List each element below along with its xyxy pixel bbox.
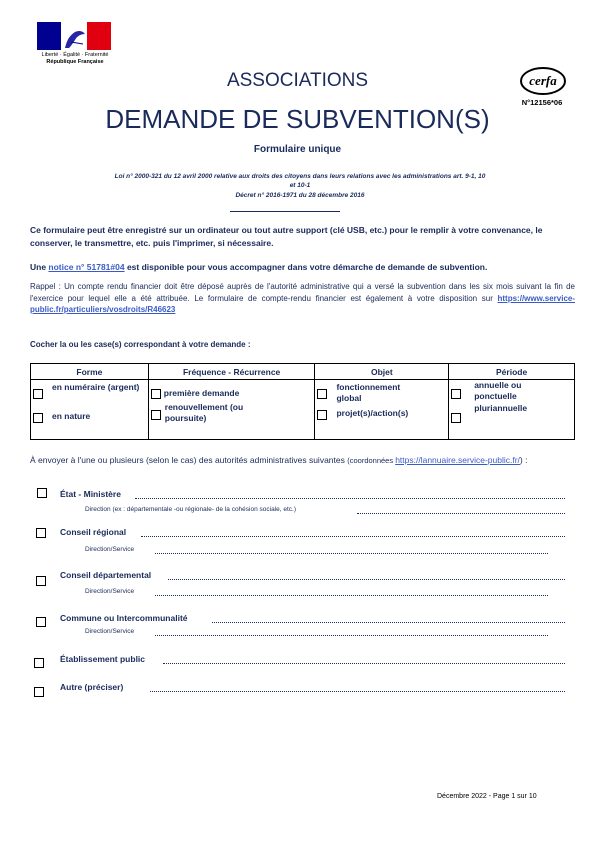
field-commune[interactable] — [212, 615, 565, 623]
option-renouvellement: renouvellement (ou poursuite) — [164, 402, 244, 423]
checkbox-etat[interactable] — [37, 488, 47, 498]
coord-prefix: (coordonnées — [347, 456, 396, 465]
marianne-logo — [37, 22, 113, 68]
label-etat: État - Ministère — [60, 489, 121, 499]
decree-reference: Décret n° 2016-1971 du 28 décembre 2016 — [235, 192, 365, 199]
field-conseil-departemental[interactable] — [168, 572, 565, 580]
field-conseil-regional[interactable] — [141, 529, 565, 537]
checkbox-conseil-departemental[interactable] — [36, 576, 46, 586]
field-regional-direction[interactable] — [155, 546, 548, 554]
checkbox-autre[interactable] — [34, 687, 44, 697]
checkbox-nature[interactable] — [33, 413, 43, 423]
label-conseil-regional: Conseil régional — [60, 527, 127, 537]
cell-periode — [449, 380, 575, 440]
french-flag-icon — [37, 22, 111, 50]
header-forme: Forme — [31, 364, 149, 380]
option-annuelle: annuelle ou ponctuelle — [474, 380, 522, 401]
label-etat-direction: Direction (ex : départementale -ou régionale- de la cohésion sociale, etc.) — [85, 506, 297, 513]
notice-prefix: Une — [30, 262, 49, 272]
divider — [230, 211, 340, 212]
checkbox-commune[interactable] — [36, 617, 46, 627]
send-text: À envoyer à l'une ou plusieurs (selon le cas) des autorités administratives suivantes — [30, 455, 348, 465]
cerfa-logo-text: cerfa — [529, 73, 557, 88]
checkbox-premiere-demande[interactable] — [151, 389, 161, 399]
option-fonctionnement: fonctionnement global — [336, 382, 401, 403]
field-etablissement-public[interactable] — [163, 656, 565, 664]
checkbox-conseil-regional[interactable] — [36, 528, 46, 538]
option-projets: projet(s)/action(s) — [336, 408, 409, 418]
header-objet: Objet — [315, 364, 449, 380]
selection-instruction: Cocher la ou les case(s) correspondant à votre demande : — [30, 340, 251, 349]
cell-frequence — [148, 380, 315, 440]
label-conseil-departemental: Conseil départemental — [60, 570, 152, 580]
label-departemental-direction: Direction/Service — [85, 588, 135, 595]
send-instruction — [30, 454, 575, 467]
rappel-text: Rappel : Un compte rendu financier doit être déposé auprès de l'autorité administrative qui a versé la subvention dans les six mois suivant la fin de l'exercice pour lequel elle a été attribuée. Le formulaire de compte-rendu financier est également à votre disposition sur — [30, 282, 575, 303]
intro-paragraph: Ce formulaire peut être enregistré sur un ordinateur ou tout autre support (clé USB, etc.) pour le remplir à votre convenance, le conserver, le transmettre, etc. puis l'imprimer, si nécessaire. — [30, 225, 543, 248]
header-periode: Période — [449, 364, 575, 380]
checkbox-fonctionnement[interactable] — [317, 389, 327, 399]
cell-forme — [31, 380, 149, 440]
notice-suffix: est disponible pour vous accompagner dans votre démarche de demande de subvention. — [124, 262, 488, 272]
field-autre[interactable] — [150, 684, 565, 692]
option-premiere-demande: première demande — [163, 388, 240, 398]
law-reference-line2: et 10-1 — [289, 182, 311, 189]
label-etablissement-public: Établissement public — [60, 654, 146, 664]
cell-objet — [315, 380, 449, 440]
logo-motto: Liberté · Égalité · Fraternité — [41, 52, 109, 58]
checkbox-etablissement-public[interactable] — [34, 658, 44, 668]
option-nature: en nature — [52, 411, 91, 421]
label-regional-direction: Direction/Service — [85, 546, 135, 553]
checkbox-pluriannuelle[interactable] — [451, 413, 461, 423]
label-commune: Commune ou Intercommunalité — [60, 613, 188, 623]
selection-table — [30, 363, 575, 440]
logo-republique: République Française — [46, 59, 104, 65]
option-pluriannuelle: pluriannuelle — [474, 403, 528, 413]
field-departemental-direction[interactable] — [155, 588, 548, 596]
label-autre: Autre (préciser) — [60, 682, 124, 692]
law-reference-line1: Loi n° 2000-321 du 12 avril 2000 relative aux droits des citoyens dans leurs relations avec les administrations art. 9-1, 10 — [114, 173, 486, 180]
notice-link[interactable]: notice n° 51781#04 — [48, 262, 125, 272]
coord-suffix: ) : — [519, 455, 528, 465]
cerfa-number: N°12156*06 — [521, 98, 563, 107]
field-commune-direction[interactable] — [155, 628, 548, 636]
field-etat-direction[interactable] — [357, 506, 565, 514]
page-footer: Décembre 2022 - Page 1 sur 10 — [437, 793, 537, 800]
rappel-paragraph — [30, 281, 575, 316]
checkbox-annuelle[interactable] — [451, 389, 461, 399]
notice-paragraph — [30, 261, 575, 274]
checkbox-numeraire[interactable] — [33, 389, 43, 399]
header-frequence: Fréquence - Récurrence — [148, 364, 315, 380]
checkbox-projets[interactable] — [317, 410, 327, 420]
annuaire-link[interactable]: https://lannuaire.service-public.fr/ — [395, 455, 520, 465]
title-associations: ASSOCIATIONS — [226, 70, 369, 91]
rappel-link[interactable]: https://www.service-public.fr/particuliers/vosdroits/R46623 — [30, 293, 575, 314]
label-commune-direction: Direction/Service — [85, 628, 135, 635]
field-etat[interactable] — [135, 491, 565, 499]
option-numeraire: en numéraire (argent) — [52, 382, 140, 392]
page-title: DEMANDE DE SUBVENTION(S) — [105, 104, 490, 134]
checkbox-renouvellement[interactable] — [151, 410, 161, 420]
subtitle: Formulaire unique — [253, 144, 342, 155]
